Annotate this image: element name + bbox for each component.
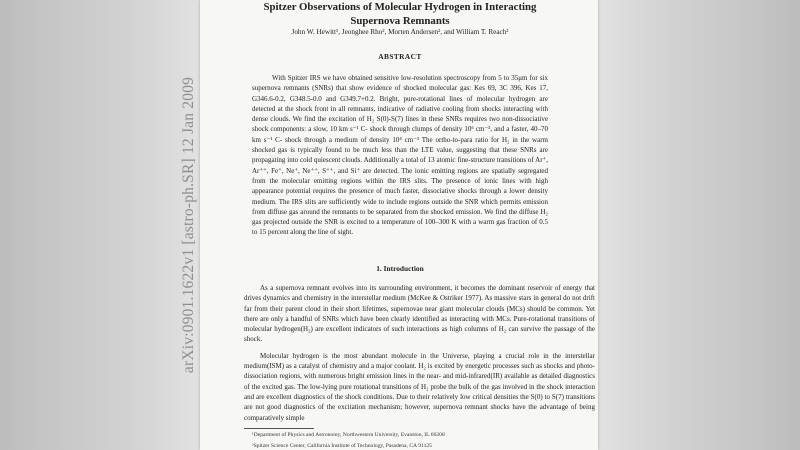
footnote-1: ¹Department of Physics and Astronomy, Northwestern University, Evanston, IL 60208: [252, 432, 445, 438]
section-heading-introduction: 1. Introduction: [376, 264, 424, 273]
footnote-divider: [244, 428, 314, 429]
right-background: [598, 0, 800, 450]
introduction-body: [244, 283, 595, 429]
left-background: [0, 0, 200, 450]
footnote-2: ²Spitzer Science Center, California Institute of Technology, Pasadena, CA 91125: [252, 443, 432, 449]
author-list: John W. Hewitt¹, Jeonghee Rho², Morten Andersen², and William T. Reach²: [291, 28, 509, 36]
abstract-text: [252, 73, 548, 238]
abstract-heading: ABSTRACT: [378, 52, 422, 61]
arxiv-identifier[interactable]: arXiv:0901.1622v1 [astro-ph.SR] 12 Jan 2009: [180, 76, 197, 374]
intro-paragraph-1: As a supernova remnant evolves into its surrounding environment, it becomes the dominant reservoir of energy that drives dynamics and chemistry in the interstellar medium (McKee & Ostriker 1977). As massive stars in general do not drift far from their parent cloud in their short lifetimes, supernovae near giant molecular clouds (MCs) should be common. Yet there are only a handful of SNRs which have been clearly identified as interacting with MCs. Pure-rotational transitions of molecular hydrogen(H₂) are excellent indicators of such interactions as high columns of H₂ can survive the passage of the shock.: [244, 284, 595, 344]
paper-title: Spitzer Observations of Molecular Hydrogen in Interacting Supernova Remnants: [263, 1, 537, 27]
abstract-paragraph: With Spitzer IRS we have obtained sensitive low-resolution spectroscopy from 5 to 35μm for six supernova remnants (SNRs) that show evidence of shocked molecular gas: Kes 69, 3C 396, Kes 17, G346.6-0.2, G348.5-0.0 and G349.7+0.2. Bright, pure-rotational lines of molecular hydrogen are detected at the shock front in all remnants, indicative of radiative cooling from shocks interacting with dense clouds. We find the excitation of H₂ S(0)-S(7) lines in these SNRs requires two non-dissociative shock components: a slow, 10 km s⁻¹ C- shock through clumps of density 10⁶ cm⁻³, and a faster, 40–70 km s⁻¹ C- shock through a medium of density 10⁴ cm⁻³ The ortho-to-para ratio for H₂ in the warm shocked gas is typically found to be much less than the LTE value, suggesting that these SNRs are propagating into cold quiescent clouds. Additionally a total of 13 atomic fine-structure transitions of Ar⁺, Ar⁺⁺, Fe⁺, Ne⁺, Ne⁺⁺, S⁺⁺, and Si⁺ are detected. The ionic emitting regions are spatially segregated from the molecular emitting regions within the IRS slits. The presence of ionic lines with high appearance potential requires the presence of much faster, dissociative shocks through a lower density medium. The IRS slits are sufficiently wide to include regions outside the SNR which permits emission from diffuse gas around the remnants to be separated from the shocked emission. We find the diffuse H₂ gas projected outside the SNR is excited to a temperature of 100–300 K with a warm gas fraction of 0.5 to 15 percent along the line of sight.: [252, 74, 548, 237]
intro-paragraph-2: Molecular hydrogen is the most abundant molecule in the Universe, playing a crucial role in the interstellar medium(ISM) as a catalyst of chemistry and a major coolant. H₂ is excited by energetic processes such as shocks and photo-dissociation regions, with numerous bright emission lines in the near- and mid-infrared(IR) available as detailed diagnostics of the excited gas. The low-lying pure rotational transitions of H₂ probe the bulk of the gas involved in the shock interaction and are excellent diagnostics of the shock conditions. Due to their relatively low critical densities the S(0) to S(7) transitions are not good diagnostics of the excitation mechanism; however, supernova remnant shocks have the advantage of being comparatively simple: [244, 351, 595, 422]
